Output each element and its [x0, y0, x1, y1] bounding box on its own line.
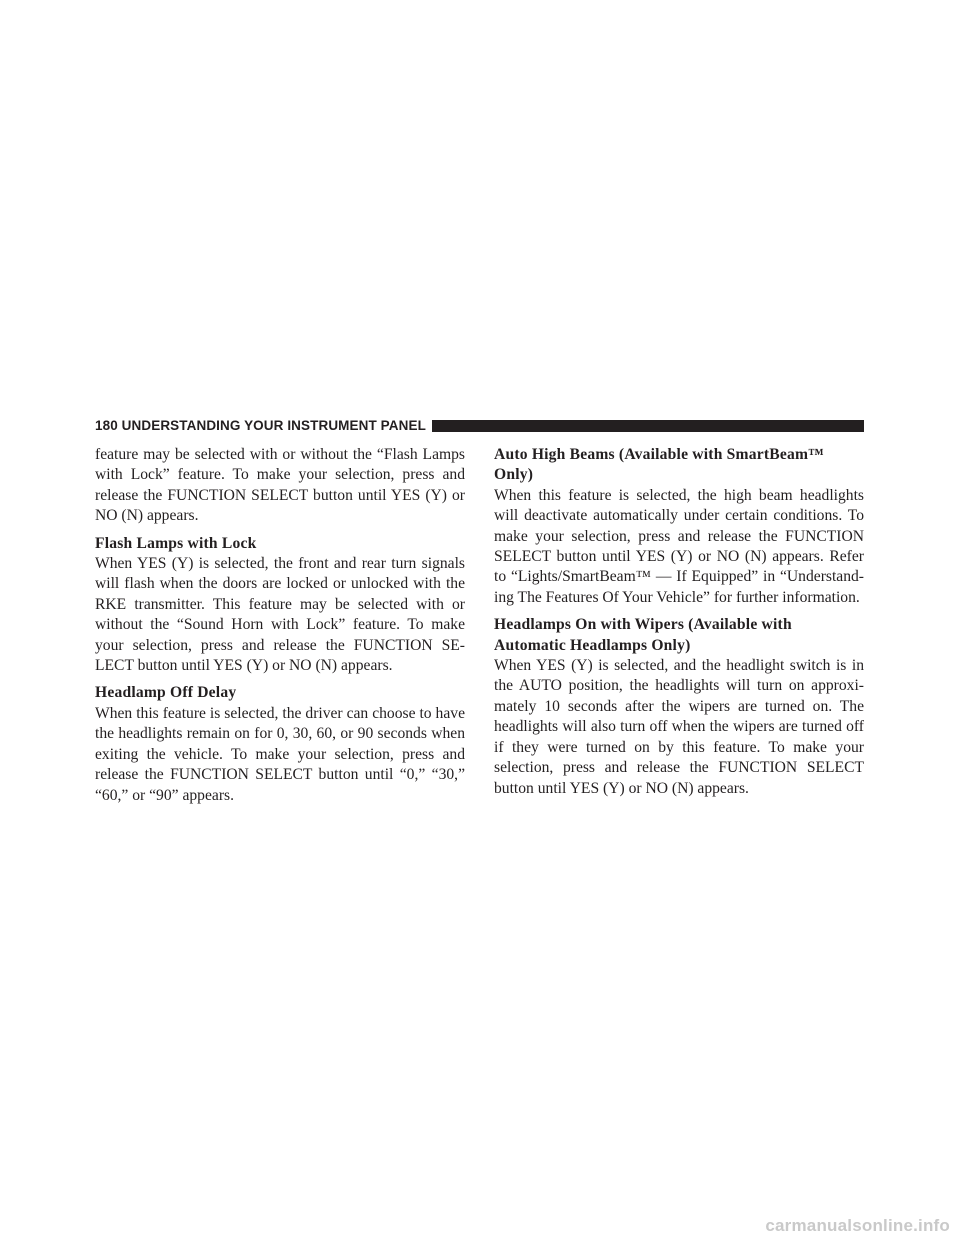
paragraph-auto-high-beams: When this feature is selected, the high beam headlights will deactivate automatically under certain conditions. To make your selection, press and release the FUNCTION SELECT button until YES (Y) or NO (N) appears. Refer to “Lights/SmartBeam™ — If Equipped” in “Understand-ing The Features Of Your Vehicle” for further information. — [494, 486, 864, 606]
left-column — [95, 445, 465, 806]
paragraph-headlamp-off-delay: When this feature is selected, the driver can choose to have the headlights remain on for 0, 30, 60, or 90 seconds when exiting the vehicle. To make your selection, press and release the FUNCTION SELECT button until “0,” “30,” “60,” or “90” appears. — [95, 704, 465, 804]
heading-flash-lamps-with-lock: Flash Lamps with Lock — [95, 534, 257, 552]
paragraph-flash-lamps-with-lock: When YES (Y) is selected, the front and rear turn signals will flash when the doors are locked or unlocked with the RKE transmitter. This feature may be selected with or without the “Sound Horn with Lock” feature. To make your selection, press and release the FUNCTION SE-LECT button until YES (Y) or NO (N) appears. — [95, 555, 465, 675]
heading-headlamps-on-with-wipers: Headlamps On with Wipers (Available with Automatic Headlamps Only) — [494, 616, 792, 654]
page-header — [95, 418, 864, 434]
header-rule — [419, 420, 864, 432]
page-number-and-section-title: 180 UNDERSTANDING YOUR INSTRUMENT PANEL — [95, 418, 432, 434]
heading-auto-high-beams: Auto High Beams (Available with SmartBeam™ Only) — [494, 446, 824, 484]
paragraph-headlamps-on-with-wipers: When YES (Y) is selected, and the headlight switch is in the AUTO position, the headlights will turn on approxi-mately 10 seconds after the wipers are turned on. The headlights will also turn off when the wipers are turned off if they were turned on by this feature. To make your selection, press and release the FUNCTION SELECT button until YES (Y) or NO (N) appears. — [494, 657, 864, 797]
watermark: carmanualsonline.info — [765, 1216, 950, 1235]
right-column — [494, 445, 864, 799]
heading-headlamp-off-delay: Headlamp Off Delay — [95, 684, 237, 702]
intro-paragraph: feature may be selected with or without the “Flash Lamps with Lock” feature. To make your selection, press and release the FUNCTION SELECT button until YES (Y) or NO (N) appears. — [95, 446, 465, 525]
